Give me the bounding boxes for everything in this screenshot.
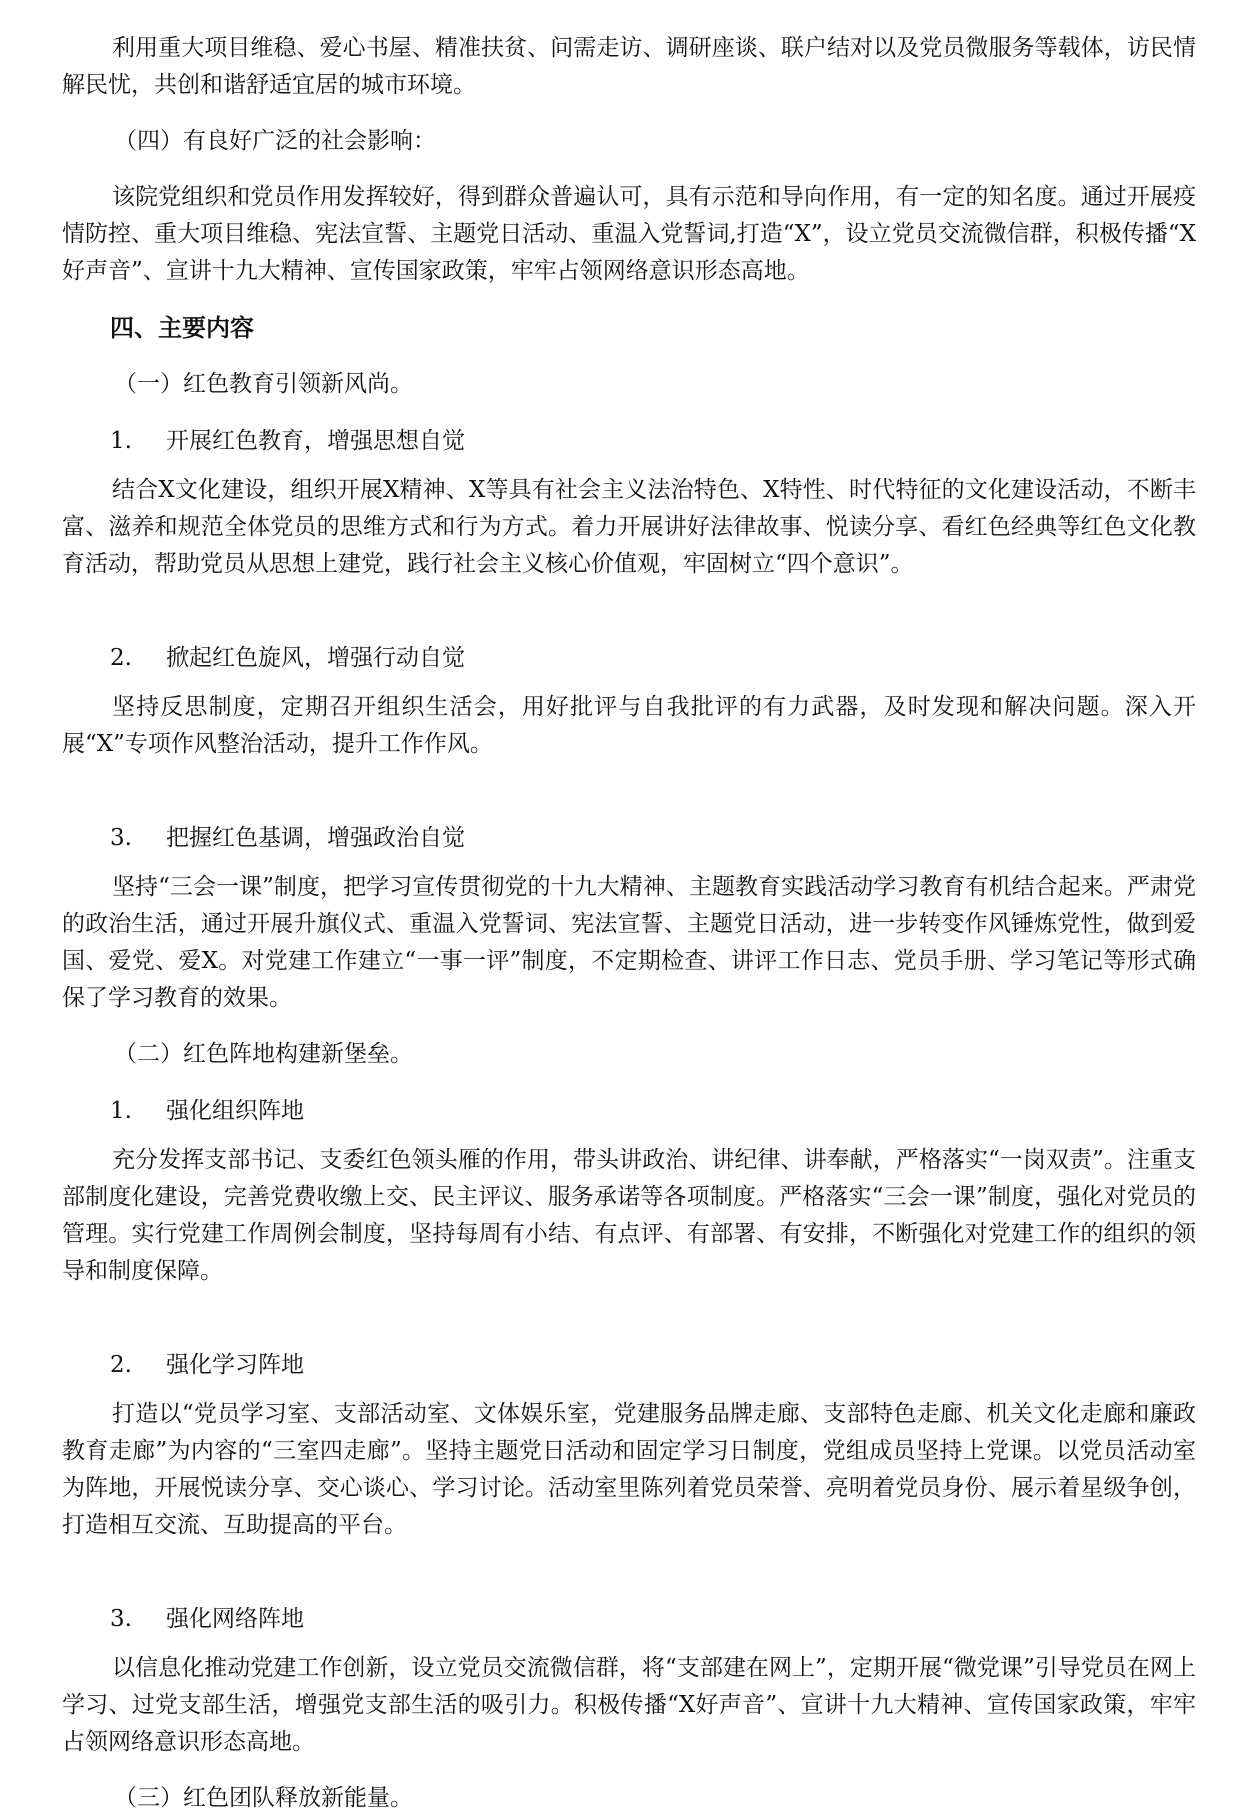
item-title: 强化学习阵地 — [166, 1352, 304, 1378]
item-number: 3. — [110, 1606, 132, 1632]
item-heading-red-position-2 — [62, 1347, 1196, 1384]
item-number: 1. — [110, 428, 132, 454]
paragraph-red-position-2: 打造以“党员学习室、支部活动室、文体娱乐室，党建服务品牌走廊、支部特色走廊、机关文化走廊和廉政教育走廊”为内容的“三室四走廊”。坚持主题党日活动和固定学习日制度，党组成员坚持上党课。以党员活动室为阵地，开展悦读分享、交心谈心、学习讨论。活动室里陈列着党员荣誉、亮明着党员身份、展示着星级争创，打造相互交流、互助提高的平台。 — [62, 1401, 1196, 1538]
paragraph-outreach: 利用重大项目维稳、爱心书屋、精准扶贫、问需走访、调研座谈、联户结对以及党员微服务等载体，访民情解民忧，共创和谐舒适宜居的城市环境。 — [62, 35, 1196, 98]
item-heading-red-education-3 — [62, 820, 1196, 857]
item-number: 3. — [110, 825, 132, 851]
subheading-red-position: （二）红色阵地构建新堡垒。 — [114, 1041, 413, 1067]
paragraph-red-education-3: 坚持“三会一课”制度，把学习宣传贯彻党的十九大精神、主题教育实践活动学习教育有机结合起来。严肃党的政治生活，通过开展升旗仪式、重温入党誓词、宪法宣誓、主题党日活动，进一步转变作风锤炼党性，做到爱国、爱党、爱X。对党建工作建立“一事一评”制度，不定期检查、讲评工作日志、党员手册、学习笔记等形式确保了学习教育的效果。 — [62, 874, 1196, 1011]
item-title: 开展红色教育，增强思想自觉 — [166, 428, 465, 454]
paragraph-red-education-1: 结合X文化建设，组织开展X精神、X等具有社会主义法治特色、X特性、时代特征的文化建设活动，不断丰富、滋养和规范全体党员的思维方式和行为方式。着力开展讲好法律故事、悦读分享、看红色经典等红色文化教育活动，帮助党员从思想上建党，践行社会主义核心价值观，牢固树立“四个意识”。 — [62, 477, 1196, 577]
paragraph-red-education-2: 坚持反思制度，定期召开组织生活会，用好批评与自我批评的有力武器，及时发现和解决问题。深入开展“X”专项作风整治活动，提升工作作风。 — [62, 694, 1196, 757]
item-heading-red-education-1 — [62, 423, 1196, 460]
item-title: 把握红色基调，增强政治自觉 — [166, 825, 465, 851]
item-title: 掀起红色旋风，增强行动自觉 — [166, 645, 465, 671]
subheading-social-influence: （四）有良好广泛的社会影响： — [114, 128, 436, 154]
item-heading-red-position-1 — [62, 1093, 1196, 1130]
item-heading-red-education-2 — [62, 640, 1196, 677]
subheading-red-team: （三）红色团队释放新能量。 — [114, 1785, 413, 1811]
section-heading-main-content: 四、主要内容 — [110, 313, 254, 342]
item-number: 2. — [110, 1352, 132, 1378]
item-number: 1. — [110, 1098, 132, 1124]
subheading-red-education: （一）红色教育引领新风尚。 — [114, 371, 413, 397]
paragraph-red-position-3: 以信息化推动党建工作创新，设立党员交流微信群，将“支部建在网上”，定期开展“微党课”引导党员在网上学习、过党支部生活，增强党支部生活的吸引力。积极传播“X好声音”、宣讲十九大精神、宣传国家政策，牢牢占领网络意识形态高地。 — [62, 1655, 1196, 1755]
paragraph-red-position-1: 充分发挥支部书记、支委红色领头雁的作用，带头讲政治、讲纪律、讲奉献，严格落实“一岗双责”。注重支部制度化建设，完善党费收缴上交、民主评议、服务承诺等各项制度。严格落实“三会一课”制度，强化对党员的管理。实行党建工作周例会制度，坚持每周有小结、有点评、有部署、有安排，不断强化对党建工作的组织的领导和制度保障。 — [62, 1147, 1196, 1284]
item-number: 2. — [110, 645, 132, 671]
item-heading-red-position-3 — [62, 1601, 1196, 1638]
item-title: 强化网络阵地 — [166, 1606, 304, 1632]
paragraph-social-influence: 该院党组织和党员作用发挥较好，得到群众普遍认可，具有示范和导向作用，有一定的知名度。通过开展疫情防控、重大项目维稳、宪法宣誓、主题党日活动、重温入党誓词,打造“X”，设立党员交流微信群，积极传播“X好声音”、宣讲十九大精神、宣传国家政策，牢牢占领网络意识形态高地。 — [62, 184, 1196, 284]
item-title: 强化组织阵地 — [166, 1098, 304, 1124]
